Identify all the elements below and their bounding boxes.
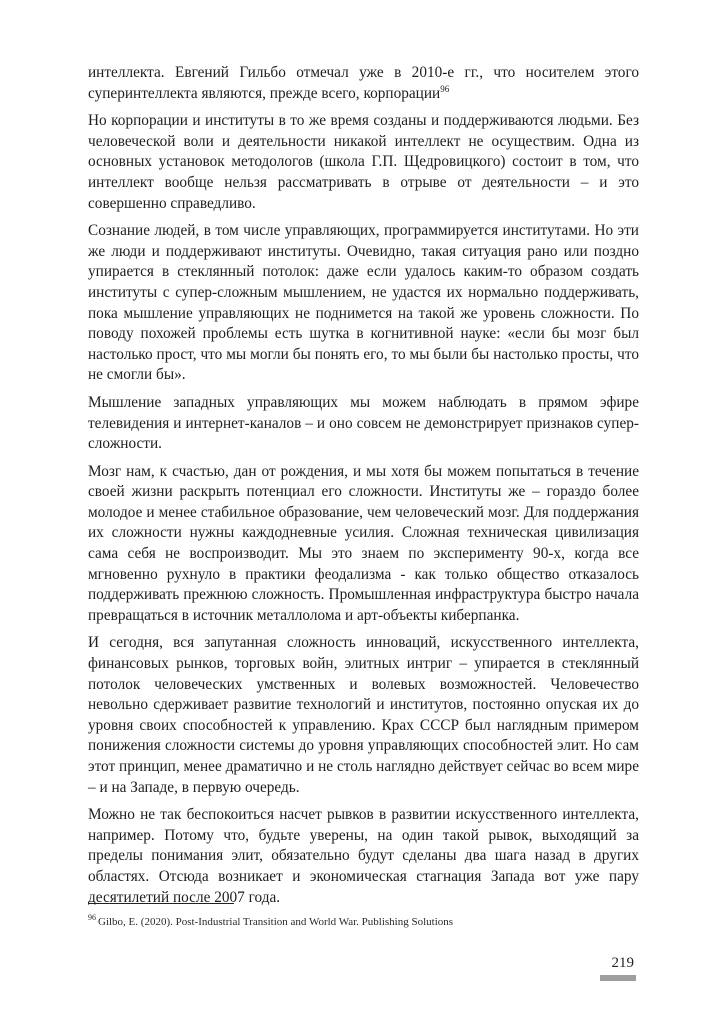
page-number-bar	[600, 975, 636, 981]
footnote-text: Gilbo, E. (2020). Post-Industrial Transition and World War. Publishing Solutions	[98, 916, 454, 928]
footnote	[88, 915, 639, 929]
footnote-number: 96	[88, 913, 96, 923]
paragraph-6: И сегодня, вся запутанная сложность инноваций, искусственного интеллекта, финансовых рынков, торговых войн, элитных интриг – упирается в стеклянный потолок человеческих умственных и волевых возможностей. Человечество невольно сдерживает развитие технологий и институтов, постоянно опуская их до уровня своих способностей к управлению. Крах СССР был наглядным примером понижения сложности системы до уровня управляющих способностей элит. Но сам этот принцип, менее драматично и не столь наглядно действует сейчас во всем мире – и на Западе, в первую очередь.	[88, 634, 639, 796]
body-text	[88, 63, 639, 915]
footnote-reference[interactable]: 96	[440, 83, 450, 94]
paragraph-2: Но корпорации и институты в то же время созданы и поддерживаются людьми. Без человеческой воли и деятельности никакой интеллект не осуществим. Одна из основных установок методологов (школа Г.П. Щедровицкого) состоит в том, что интеллект вообще нельзя рассматривать в отрыве от деятельности – и это совершенно справедливо.	[88, 112, 639, 212]
paragraph-4: Мышление западных управляющих мы можем наблюдать в прямом эфире телевидения и интернет-каналов – и оно совсем не демонстрирует признаков супер-сложности.	[88, 393, 639, 453]
paragraph-1	[88, 63, 639, 104]
paragraph-5: Мозг нам, к счастью, дан от рождения, и мы хотя бы можем попытаться в течение своей жизни раскрыть потенциал его сложности. Институты же – гораздо более молодое и менее стабильное образование, чем человеческий мозг. Для поддержания их сложности нужны каждодневные усилия. Сложная техническая цивилизация сама себя не воспроизводит. Мы это знаем по эксперименту 90-х, когда все мгновенно рухнуло в практики феодализма - как только общество отказалось поддерживать прежнюю сложность. Промышленная инфраструктура быстро начала превращаться в источник металлолома и арт-объекты киберпанка.	[88, 462, 639, 624]
paragraph-text: интеллекта. Евгений Гильбо отмечал уже в 2010-е гг., что носителем этого суперинтеллекта являются, прежде всего, корпорации	[88, 64, 639, 102]
paragraph-3: Сознание людей, в том числе управляющих, программируется институтами. Но эти же люди и поддерживают институты. Очевидно, такая ситуация рано или поздно упирается в стеклянный потолок: даже если удалось каким-то образом создать институты с супер-сложным мышлением, не удастся их нормально поддерживать, пока мышление управляющих не поднимется на такой же уровень сложности. По поводу похожей проблемы есть шутка в когнитивной науке: «если бы мозг был настолько прост, что мы могли бы понять его, то мы были бы настолько просты, что не смогли бы».	[88, 222, 639, 384]
page-number: 219	[611, 955, 634, 971]
paragraph-7: Можно не так беспокоиться насчет рывков в развитии искусственного интеллекта, например. Потому что, будьте уверены, на один такой рывок, выходящий за пределы понимания элит, обязательно будут сделаны два шага назад в других областях. Отсюда возникает и экономическая стагнация Запада вот уже пару десятилетий после 2007 года.	[88, 806, 639, 906]
footnote-divider	[88, 903, 234, 904]
